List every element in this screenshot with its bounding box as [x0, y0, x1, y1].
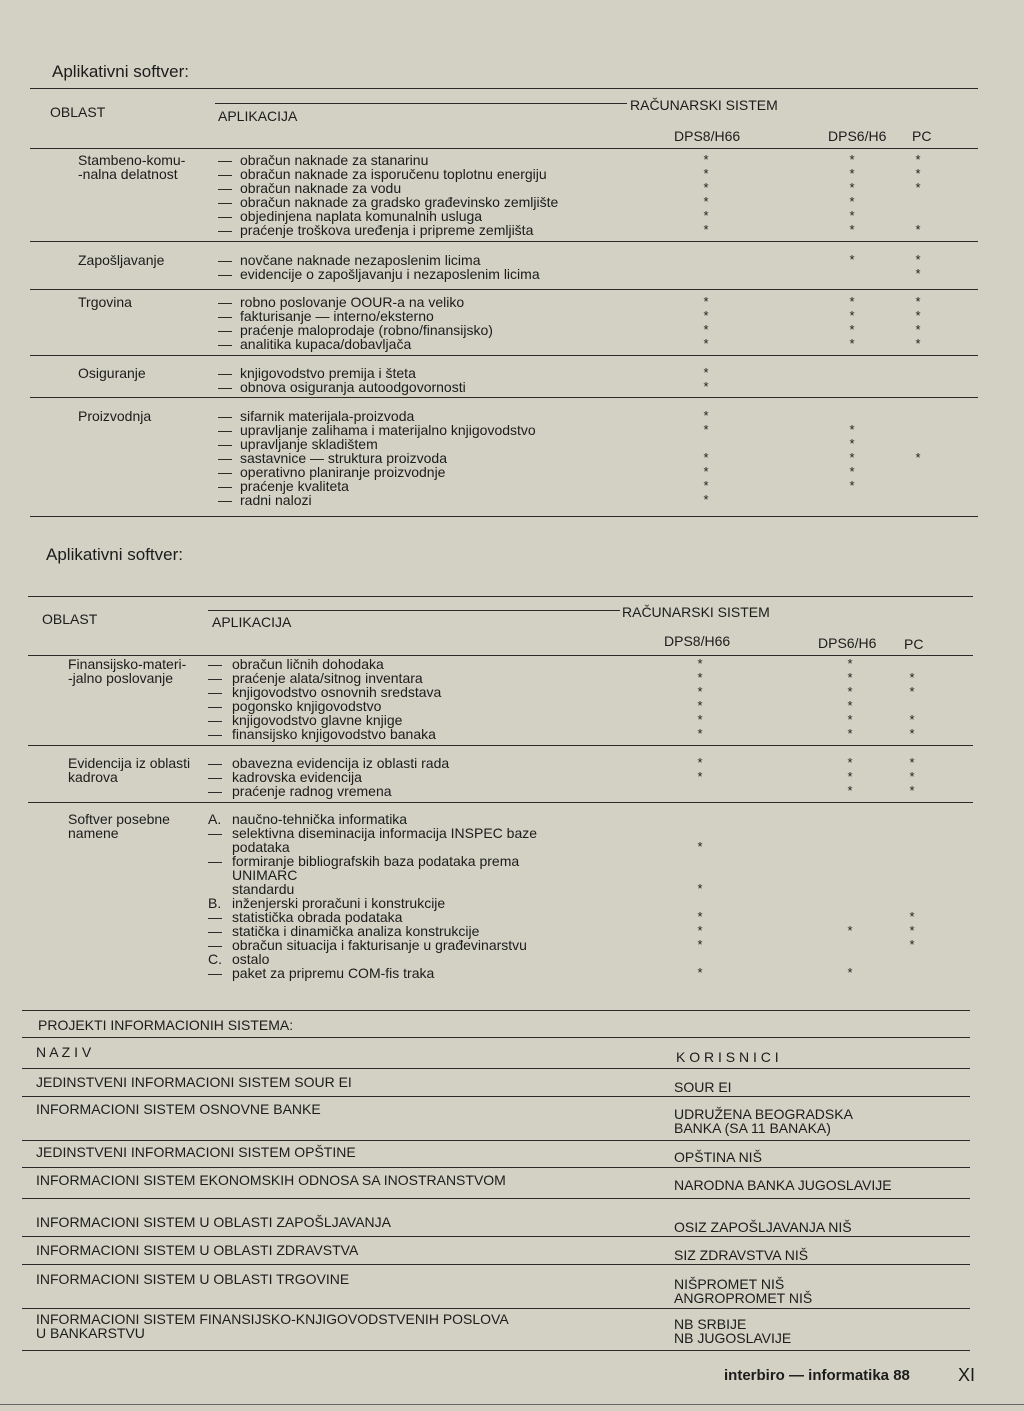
availability-mark: *: [849, 252, 855, 267]
app-dash: —: [218, 222, 232, 238]
project-user: NARODNA BANKA JUGOSLAVIJE: [674, 1177, 892, 1193]
availability-mark: *: [703, 379, 709, 394]
project-name: INFORMACIONI SISTEM EKONOMSKIH ODNOSA SA INOSTRANSTVOM: [36, 1172, 506, 1188]
app-bullet: —: [208, 698, 222, 714]
app-dash: —: [218, 252, 232, 268]
app-item: inženjerski proračuni i konstrukcije: [232, 895, 446, 911]
project-name: INFORMACIONI SISTEM U OBLASTI ZAPOŠLJAVANJA: [36, 1214, 391, 1230]
header-racunarski-sistem: RAČUNARSKI SISTEM: [630, 97, 778, 113]
project-name: JEDINSTVENI INFORMACIONI SISTEM OPŠTINE: [36, 1144, 356, 1160]
divider: [22, 1264, 970, 1265]
project-name: INFORMACIONI SISTEM OSNOVNE BANKE: [36, 1101, 321, 1117]
app-item: knjigovodstvo glavne knjige: [232, 712, 403, 728]
app-dash: —: [218, 336, 232, 352]
availability-mark: *: [703, 222, 709, 237]
app-item: statistička obrada podataka: [232, 909, 403, 925]
availability-mark: *: [849, 194, 855, 209]
availability-mark: *: [847, 656, 853, 671]
app-item: kadrovska evidencija: [232, 769, 362, 785]
availability-mark: *: [847, 923, 853, 938]
page-edge: [0, 1404, 1024, 1405]
app-item: sifarnik materijala-proizvoda: [240, 408, 415, 424]
app-dash: —: [218, 194, 232, 210]
availability-mark: *: [909, 726, 915, 741]
availability-mark: *: [697, 712, 703, 727]
app-bullet: —: [208, 726, 222, 742]
page-number: XI: [958, 1365, 976, 1385]
availability-mark: *: [697, 909, 703, 924]
app-dash: —: [218, 152, 232, 168]
app-item: obračun naknade za gradsko građevinsko zemljište: [240, 194, 559, 210]
availability-mark: *: [909, 769, 915, 784]
availability-mark: *: [703, 308, 709, 323]
availability-mark: *: [909, 670, 915, 685]
availability-mark: *: [697, 937, 703, 952]
availability-mark: *: [849, 478, 855, 493]
availability-mark: *: [697, 923, 703, 938]
app-dash: —: [218, 166, 232, 182]
availability-mark: *: [849, 308, 855, 323]
divider: [22, 1308, 970, 1309]
app-bullet: C.: [208, 951, 222, 967]
availability-mark: *: [909, 923, 915, 938]
availability-mark: *: [847, 783, 853, 798]
availability-mark: *: [847, 965, 853, 980]
availability-mark: *: [847, 755, 853, 770]
app-item: obračun ličnih dohodaka: [232, 656, 384, 672]
app-item: obnova osiguranja autoodgovornosti: [240, 379, 466, 395]
availability-mark: *: [697, 965, 703, 980]
header-oblast: OBLAST: [42, 611, 98, 627]
app-item: paket za pripremu COM-fis traka: [232, 965, 435, 981]
app-bullet: —: [208, 684, 222, 700]
app-item: robno poslovanje OOUR-a na veliko: [240, 294, 465, 310]
availability-mark: *: [697, 698, 703, 713]
divider: [22, 1068, 970, 1069]
availability-mark: *: [697, 881, 703, 896]
availability-mark: *: [697, 684, 703, 699]
availability-mark: *: [849, 166, 855, 181]
availability-mark: *: [915, 152, 921, 167]
section1-title: Aplikativni softver:: [52, 62, 189, 81]
header-col-pc: PC: [912, 128, 932, 144]
header-col-dps8: DPS8/H66: [674, 128, 741, 144]
app-bullet: —: [208, 755, 222, 771]
area-label: Stambeno-komu- -nalna delatnost: [78, 152, 186, 182]
area-label: Softver posebne namene: [68, 811, 170, 841]
app-item: praćenje kvaliteta: [240, 478, 349, 494]
app-bullet: —: [208, 670, 222, 686]
availability-mark: *: [703, 408, 709, 423]
project-user: SOUR EI: [674, 1079, 732, 1095]
app-item: statička i dinamička analiza konstrukcije: [232, 923, 480, 939]
app-bullet: —: [208, 937, 222, 953]
availability-mark: *: [703, 194, 709, 209]
availability-mark: *: [703, 492, 709, 507]
availability-mark: *: [849, 450, 855, 465]
project-name: INFORMACIONI SISTEM U OBLASTI ZDRAVSTVA: [36, 1242, 359, 1258]
availability-mark: *: [849, 464, 855, 479]
app-dash: —: [218, 308, 232, 324]
availability-mark: *: [849, 222, 855, 237]
availability-mark: *: [703, 208, 709, 223]
app-item: knjigovodstvo osnovnih sredstava: [232, 684, 442, 700]
area-label: Proizvodnja: [78, 408, 152, 424]
availability-mark: *: [915, 180, 921, 195]
availability-mark: *: [697, 769, 703, 784]
app-item: evidencije o zapošljavanju i nezaposlenim licima: [240, 266, 540, 282]
availability-mark: *: [915, 308, 921, 323]
header-racunarski-sistem: RAČUNARSKI SISTEM: [622, 604, 770, 620]
availability-mark: *: [915, 222, 921, 237]
availability-mark: *: [909, 712, 915, 727]
app-item: ostalo: [232, 951, 270, 967]
app-item: praćenje troškova uređenja i pripreme zemljišta: [240, 222, 534, 238]
app-dash: —: [218, 322, 232, 338]
area-label: Evidencija iz oblasti kadrova: [68, 755, 191, 785]
app-item: objedinjena naplata komunalnih usluga: [240, 208, 483, 224]
availability-mark: *: [703, 294, 709, 309]
app-item: obavezna evidencija iz oblasti rada: [232, 755, 450, 771]
availability-mark: *: [849, 152, 855, 167]
availability-mark: *: [847, 726, 853, 741]
availability-mark: *: [703, 180, 709, 195]
app-dash: —: [218, 408, 232, 424]
app-dash: —: [218, 422, 232, 438]
app-bullet: B.: [208, 895, 222, 911]
projects-title: PROJEKTI INFORMACIONIH SISTEMA:: [38, 1017, 294, 1033]
app-bullet: A.: [208, 811, 222, 827]
area-label: Finansijsko-materi- -jalno poslovanje: [68, 656, 187, 686]
app-item: praćenje maloprodaje (robno/finansijsko): [240, 322, 493, 338]
app-item: pogonsko knjigovodstvo: [232, 698, 382, 714]
area-label: Osiguranje: [78, 365, 146, 381]
app-item: sastavnice — struktura proizvoda: [240, 450, 447, 466]
app-bullet: —: [208, 712, 222, 728]
availability-mark: *: [703, 464, 709, 479]
availability-mark: *: [849, 208, 855, 223]
app-dash: —: [218, 492, 232, 508]
header-aplikacija: APLIKACIJA: [218, 108, 298, 124]
app-item: obračun naknade za isporučenu toplotnu energiju: [240, 166, 547, 182]
divider: [22, 1198, 970, 1199]
availability-mark: *: [703, 336, 709, 351]
header-col-dps8: DPS8/H66: [664, 633, 731, 649]
availability-mark: *: [697, 726, 703, 741]
app-item: praćenje alata/sitnog inventara: [232, 670, 423, 686]
header-col-dps6: DPS6/H6: [818, 635, 877, 651]
app-bullet: —: [208, 909, 222, 925]
app-dash: —: [218, 294, 232, 310]
area-label: Trgovina: [78, 294, 132, 310]
app-dash: —: [218, 464, 232, 480]
projects-col-naziv: N A Z I V: [36, 1044, 92, 1060]
app-item: formiranje bibliografskih baza podataka prema UNIMARC standardu: [232, 853, 520, 897]
app-item: knjigovodstvo premija i šteta: [240, 365, 416, 381]
project-name: INFORMACIONI SISTEM U OBLASTI TRGOVINE: [36, 1271, 350, 1287]
project-name: JEDINSTVENI INFORMACIONI SISTEM SOUR EI: [36, 1074, 352, 1090]
availability-mark: *: [915, 252, 921, 267]
project-user: UDRUŽENA BEOGRADSKA BANKA (SA 11 BANAKA): [674, 1106, 853, 1136]
availability-mark: *: [697, 670, 703, 685]
header-aplikacija: APLIKACIJA: [212, 614, 292, 630]
availability-mark: *: [847, 712, 853, 727]
project-name: INFORMACIONI SISTEM FINANSIJSKO-KNJIGOVODSTVENIH POSLOVA U BANKARSTVU: [36, 1311, 509, 1341]
availability-mark: *: [697, 755, 703, 770]
app-bullet: —: [208, 923, 222, 939]
divider: [22, 1167, 970, 1168]
availability-mark: *: [849, 180, 855, 195]
availability-mark: *: [847, 698, 853, 713]
app-item: analitika kupaca/dobavljača: [240, 336, 412, 352]
app-item: fakturisanje — interno/eksterno: [240, 308, 434, 324]
app-bullet: —: [208, 825, 222, 841]
project-user: NB SRBIJE NB JUGOSLAVIJE: [674, 1316, 792, 1346]
project-user: SIZ ZDRAVSTVA NIŠ: [674, 1247, 809, 1263]
divider: [22, 1350, 970, 1351]
app-dash: —: [218, 266, 232, 282]
availability-mark: *: [915, 336, 921, 351]
header-oblast: OBLAST: [50, 104, 106, 120]
availability-mark: *: [915, 166, 921, 181]
app-item: obračun naknade za stanarinu: [240, 152, 429, 168]
availability-mark: *: [703, 322, 709, 337]
availability-mark: *: [847, 769, 853, 784]
app-item: selektivna diseminacija informacija INSPEC baze podataka: [232, 825, 538, 855]
app-dash: —: [218, 180, 232, 196]
availability-mark: *: [849, 336, 855, 351]
project-user: OPŠTINA NIŠ: [674, 1149, 762, 1165]
divider: [22, 1096, 970, 1097]
app-dash: —: [218, 365, 232, 381]
app-bullet: —: [208, 656, 222, 672]
availability-mark: *: [909, 684, 915, 699]
availability-mark: *: [697, 839, 703, 854]
availability-mark: *: [915, 266, 921, 281]
project-user: NIŠPROMET NIŠ ANGROPROMET NIŠ: [674, 1276, 813, 1306]
availability-mark: *: [909, 937, 915, 952]
app-item: praćenje radnog vremena: [232, 783, 392, 799]
availability-mark: *: [915, 450, 921, 465]
availability-mark: *: [849, 422, 855, 437]
app-bullet: —: [208, 769, 222, 785]
availability-mark: *: [909, 755, 915, 770]
divider: [22, 1236, 970, 1237]
app-item: radni nalozi: [240, 492, 312, 508]
availability-mark: *: [849, 436, 855, 451]
app-item: obračun situacija i fakturisanje u građevinarstvu: [232, 937, 527, 953]
availability-mark: *: [847, 670, 853, 685]
projects-col-korisnici: K O R I S N I C I: [676, 1049, 779, 1065]
footer-brand: interbiro — informatika 88: [724, 1367, 910, 1384]
availability-mark: *: [703, 152, 709, 167]
availability-mark: *: [849, 294, 855, 309]
header-col-pc: PC: [904, 636, 924, 652]
availability-mark: *: [697, 656, 703, 671]
availability-mark: *: [909, 783, 915, 798]
app-bullet: —: [208, 965, 222, 981]
availability-mark: *: [909, 909, 915, 924]
availability-mark: *: [915, 322, 921, 337]
header-col-dps6: DPS6/H6: [828, 128, 887, 144]
app-dash: —: [218, 379, 232, 395]
app-item: finansijsko knjigovodstvo banaka: [232, 726, 436, 742]
app-item: upravljanje skladištem: [240, 436, 378, 452]
section2-title: Aplikativni softver:: [46, 545, 183, 564]
app-dash: —: [218, 450, 232, 466]
availability-mark: *: [847, 684, 853, 699]
app-item: obračun naknade za vodu: [240, 180, 402, 196]
availability-mark: *: [703, 450, 709, 465]
app-bullet: —: [208, 853, 222, 869]
app-item: operativno planiranje proizvodnje: [240, 464, 446, 480]
app-dash: —: [218, 208, 232, 224]
area-label: Zapošljavanje: [78, 252, 165, 268]
availability-mark: *: [703, 365, 709, 380]
app-item: naučno-tehnička informatika: [232, 811, 408, 827]
app-dash: —: [218, 478, 232, 494]
app-bullet: —: [208, 783, 222, 799]
availability-mark: *: [703, 478, 709, 493]
app-item: novčane naknade nezaposlenim licima: [240, 252, 481, 268]
app-item: upravljanje zalihama i materijalno knjigovodstvo: [240, 422, 536, 438]
availability-mark: *: [915, 294, 921, 309]
availability-mark: *: [849, 322, 855, 337]
availability-mark: *: [703, 166, 709, 181]
divider: [22, 1140, 970, 1141]
project-user: OSIZ ZAPOŠLJAVANJA NIŠ: [674, 1219, 852, 1235]
app-dash: —: [218, 436, 232, 452]
availability-mark: *: [703, 422, 709, 437]
